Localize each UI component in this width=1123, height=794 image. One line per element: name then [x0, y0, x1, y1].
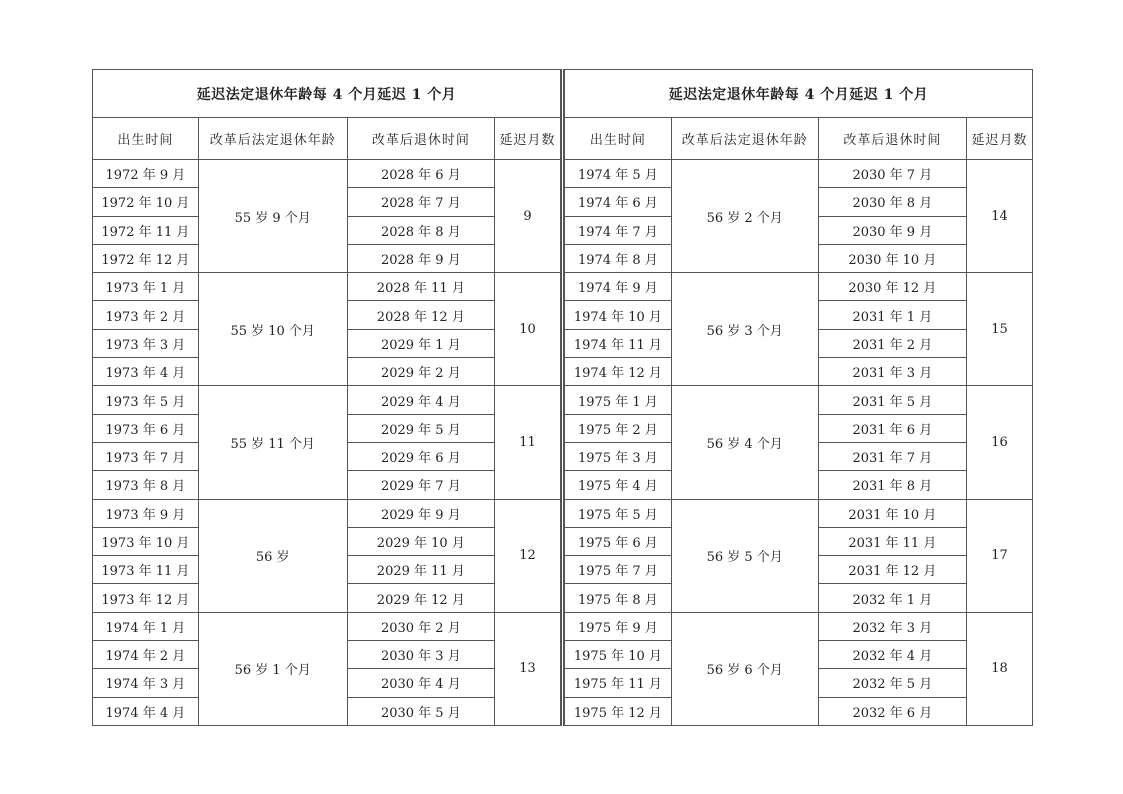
birth-time-cell: 1974 年 8 月	[565, 244, 672, 272]
table-row	[93, 612, 561, 640]
birth-time-cell: 1973 年 7 月	[93, 442, 199, 470]
retirement-time-cell: 2028 年 8 月	[347, 216, 494, 244]
retirement-time-cell: 2028 年 12 月	[347, 301, 494, 329]
column-header: 改革后法定退休年龄	[671, 118, 818, 160]
retirement-time-cell: 2030 年 8 月	[818, 188, 966, 216]
birth-time-cell: 1974 年 9 月	[565, 273, 672, 301]
retirement-time-cell: 2030 年 12 月	[818, 273, 966, 301]
delay-months-cell: 11	[495, 386, 561, 499]
table-row	[565, 160, 1033, 188]
table-row	[565, 612, 1033, 640]
retirement-age-cell: 56 岁 2 个月	[671, 160, 818, 273]
birth-time-cell: 1974 年 2 月	[93, 641, 199, 669]
table-row	[93, 386, 561, 414]
retirement-time-cell: 2028 年 11 月	[347, 273, 494, 301]
retirement-age-cell: 55 岁 10 个月	[198, 273, 347, 386]
retirement-time-cell: 2031 年 2 月	[818, 329, 966, 357]
retirement-time-cell: 2029 年 1 月	[347, 329, 494, 357]
retirement-time-cell: 2030 年 2 月	[347, 612, 494, 640]
retirement-time-cell: 2029 年 2 月	[347, 358, 494, 386]
retirement-age-cell: 55 岁 9 个月	[198, 160, 347, 273]
birth-time-cell: 1974 年 12 月	[565, 358, 672, 386]
retirement-age-cell: 56 岁 4 个月	[671, 386, 818, 499]
column-header: 改革后法定退休年龄	[198, 118, 347, 160]
birth-time-cell: 1975 年 3 月	[565, 442, 672, 470]
column-header: 改革后退休时间	[818, 118, 966, 160]
birth-time-cell: 1973 年 12 月	[93, 584, 199, 612]
delay-months-cell: 18	[967, 612, 1033, 725]
table-row	[565, 499, 1033, 527]
birth-time-cell: 1974 年 1 月	[93, 612, 199, 640]
retirement-time-cell: 2031 年 1 月	[818, 301, 966, 329]
birth-time-cell: 1973 年 10 月	[93, 527, 199, 555]
retirement-time-cell: 2031 年 11 月	[818, 527, 966, 555]
tables-container	[92, 69, 1033, 726]
retirement-time-cell: 2031 年 8 月	[818, 471, 966, 499]
birth-time-cell: 1975 年 5 月	[565, 499, 672, 527]
retirement-age-cell: 56 岁 6 个月	[671, 612, 818, 725]
birth-time-cell: 1972 年 9 月	[93, 160, 199, 188]
birth-time-cell: 1975 年 9 月	[565, 612, 672, 640]
table-row	[93, 499, 561, 527]
table-row	[93, 273, 561, 301]
birth-time-cell: 1973 年 5 月	[93, 386, 199, 414]
retirement-time-cell: 2032 年 5 月	[818, 669, 966, 697]
retirement-time-cell: 2029 年 9 月	[347, 499, 494, 527]
delay-months-cell: 15	[967, 273, 1033, 386]
delay-months-cell: 17	[967, 499, 1033, 612]
delay-months-cell: 9	[495, 160, 561, 273]
table-title: 延迟法定退休年龄每 4 个月延迟 1 个月	[565, 70, 1033, 118]
birth-time-cell: 1974 年 3 月	[93, 669, 199, 697]
retirement-age-cell: 56 岁 3 个月	[671, 273, 818, 386]
column-header: 延迟月数	[495, 118, 561, 160]
retirement-time-cell: 2029 年 7 月	[347, 471, 494, 499]
birth-time-cell: 1975 年 8 月	[565, 584, 672, 612]
retirement-time-cell: 2032 年 4 月	[818, 641, 966, 669]
retirement-time-cell: 2031 年 12 月	[818, 556, 966, 584]
birth-time-cell: 1973 年 3 月	[93, 329, 199, 357]
column-header: 出生时间	[565, 118, 672, 160]
table-row	[565, 386, 1033, 414]
retirement-time-cell: 2031 年 3 月	[818, 358, 966, 386]
retirement-time-cell: 2029 年 4 月	[347, 386, 494, 414]
delay-months-cell: 13	[495, 612, 561, 725]
birth-time-cell: 1973 年 2 月	[93, 301, 199, 329]
retirement-time-cell: 2030 年 10 月	[818, 244, 966, 272]
birth-time-cell: 1973 年 8 月	[93, 471, 199, 499]
retirement-age-cell: 56 岁	[198, 499, 347, 612]
retirement-time-cell: 2030 年 5 月	[347, 697, 494, 725]
retirement-time-cell: 2031 年 5 月	[818, 386, 966, 414]
retirement-time-cell: 2031 年 6 月	[818, 414, 966, 442]
retirement-time-cell: 2028 年 7 月	[347, 188, 494, 216]
delay-months-cell: 14	[967, 160, 1033, 273]
retirement-table-page	[92, 69, 1033, 726]
birth-time-cell: 1972 年 10 月	[93, 188, 199, 216]
birth-time-cell: 1974 年 11 月	[565, 329, 672, 357]
retirement-time-cell: 2029 年 12 月	[347, 584, 494, 612]
retirement-time-cell: 2031 年 10 月	[818, 499, 966, 527]
retirement-time-cell: 2029 年 11 月	[347, 556, 494, 584]
retirement-time-cell: 2030 年 7 月	[818, 160, 966, 188]
delay-months-cell: 16	[967, 386, 1033, 499]
table-title: 延迟法定退休年龄每 4 个月延迟 1 个月	[93, 70, 561, 118]
retirement-time-cell: 2031 年 7 月	[818, 442, 966, 470]
retirement-time-cell: 2028 年 9 月	[347, 244, 494, 272]
birth-time-cell: 1972 年 12 月	[93, 244, 199, 272]
retirement-time-cell: 2029 年 5 月	[347, 414, 494, 442]
birth-time-cell: 1974 年 4 月	[93, 697, 199, 725]
retirement-time-cell: 2028 年 6 月	[347, 160, 494, 188]
retirement-time-cell: 2030 年 3 月	[347, 641, 494, 669]
birth-time-cell: 1975 年 6 月	[565, 527, 672, 555]
retirement-age-cell: 55 岁 11 个月	[198, 386, 347, 499]
retirement-time-cell: 2032 年 1 月	[818, 584, 966, 612]
birth-time-cell: 1973 年 11 月	[93, 556, 199, 584]
birth-time-cell: 1973 年 4 月	[93, 358, 199, 386]
delay-months-cell: 12	[495, 499, 561, 612]
birth-time-cell: 1975 年 10 月	[565, 641, 672, 669]
retirement-time-cell: 2032 年 3 月	[818, 612, 966, 640]
birth-time-cell: 1974 年 7 月	[565, 216, 672, 244]
birth-time-cell: 1975 年 1 月	[565, 386, 672, 414]
birth-time-cell: 1973 年 1 月	[93, 273, 199, 301]
delay-months-cell: 10	[495, 273, 561, 386]
birth-time-cell: 1974 年 6 月	[565, 188, 672, 216]
retirement-age-cell: 56 岁 5 个月	[671, 499, 818, 612]
birth-time-cell: 1975 年 7 月	[565, 556, 672, 584]
column-header: 出生时间	[93, 118, 199, 160]
column-header: 改革后退休时间	[347, 118, 494, 160]
birth-time-cell: 1975 年 4 月	[565, 471, 672, 499]
retirement-age-cell: 56 岁 1 个月	[198, 612, 347, 725]
left-table	[92, 69, 561, 726]
birth-time-cell: 1975 年 11 月	[565, 669, 672, 697]
birth-time-cell: 1973 年 6 月	[93, 414, 199, 442]
birth-time-cell: 1975 年 2 月	[565, 414, 672, 442]
retirement-time-cell: 2032 年 6 月	[818, 697, 966, 725]
retirement-time-cell: 2029 年 6 月	[347, 442, 494, 470]
birth-time-cell: 1973 年 9 月	[93, 499, 199, 527]
retirement-time-cell: 2030 年 4 月	[347, 669, 494, 697]
retirement-time-cell: 2029 年 10 月	[347, 527, 494, 555]
right-table	[564, 69, 1033, 726]
table-row	[565, 273, 1033, 301]
column-header: 延迟月数	[967, 118, 1033, 160]
table-row	[93, 160, 561, 188]
retirement-time-cell: 2030 年 9 月	[818, 216, 966, 244]
birth-time-cell: 1974 年 5 月	[565, 160, 672, 188]
birth-time-cell: 1974 年 10 月	[565, 301, 672, 329]
birth-time-cell: 1972 年 11 月	[93, 216, 199, 244]
birth-time-cell: 1975 年 12 月	[565, 697, 672, 725]
